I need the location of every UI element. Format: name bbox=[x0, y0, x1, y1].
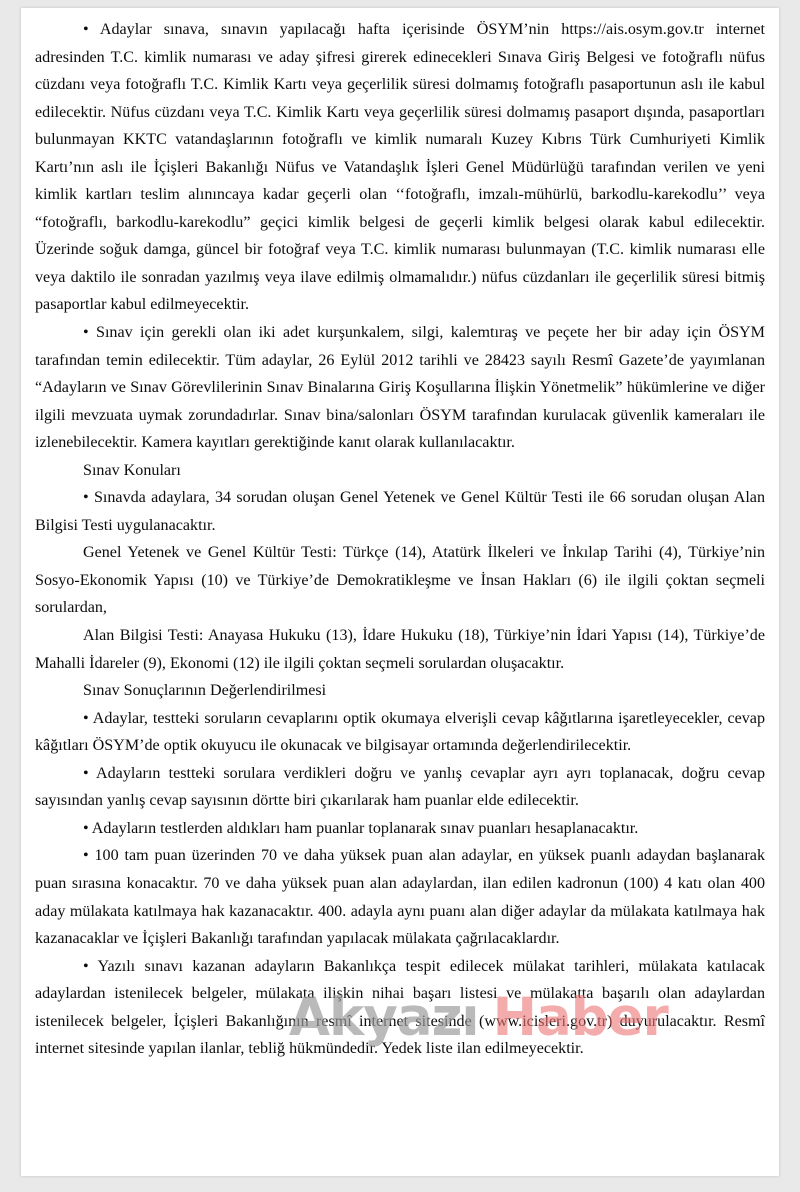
paragraph-total-score-calculation: • Adayların testlerden aldıkları ham puanlar toplanarak sınav puanları hesaplanacaktır. bbox=[83, 819, 639, 837]
heading-exam-subjects: Sınav Konuları bbox=[83, 461, 181, 479]
watermark-text-secondary: Haber bbox=[492, 986, 668, 1048]
paragraph-general-ability-test-breakdown: Genel Yetenek ve Genel Kültür Testi: Türkçe (14), Atatürk İlkeleri ve İnkılap Tarihi (4), Türkiye’nin Sosyo-Ekonomik Yapısı (10) ve Türkiye’de Demokratikleşme ve İnsan Hakları (6) ile ilgili çoktan seçmeli sorulardan, bbox=[35, 544, 765, 617]
paragraph-field-knowledge-test-breakdown: Alan Bilgisi Testi: Anayasa Hukuku (13), İdare Hukuku (18), Türkiye’nin İdari Yapısı (14), Türkiye’de Mahalli İdareler (9), Ekonomi (12) ile ilgili çoktan seçmeli sorulardan oluşacaktır. bbox=[35, 627, 765, 672]
paragraph-raw-score-calculation: • Adayların testteki sorulara verdikleri doğru ve yanlış cevaplar ayrı ayrı toplanacak, doğru cevap sayısından yanlış cevap sayısının dörtte biri çıkarılarak ham puanlar elde edilecektir. bbox=[35, 764, 765, 810]
paragraph-optical-answer-sheets: • Adaylar, testteki soruların cevaplarını optik okumaya elverişli cevap kâğıtlarına işaretleyecekler, cevap kâğıtları ÖSYM’de optik okuyucu ile okunacak ve bilgisayar ortamında değerlendirilecektir. bbox=[35, 709, 765, 755]
paragraph-candidate-exam-entry-requirements: • Adaylar sınava, sınavın yapılacağı hafta içerisinde ÖSYM’nin https://ais.osym.gov.tr internet adresinden T.C. kimlik numarası ve aday şifresi girerek edinecekleri Sınava Giriş Belgesi ve fotoğraflı nüfus cüzdanı veya fotoğraflı T.C. Kimlik Kartı veya geçerlilik süresi dolmamış fotoğraflı pasaportunun aslı ile kabul edilecektir. Nüfus cüzdanı veya T.C. Kimlik Kartı veya geçerlilik süresi dolmamış pasaport dışında, pasaportları bulunmayan KKTC vatandaşlarının fotoğraflı ve kimlik numaralı Kuzey Kıbrıs Türk Cumhuriyeti Kimlik Kartı’nın aslı ile İçişleri Bakanlığı Nüfus ve Vatandaşlık İşleri Genel Müdürlüğü tarafından verilen ve yeni kimlik kartları teslim alınıncaya kadar geçerli olan ‘‘fotoğraflı, imzalı-mühürlü, barkodlu-karekodlu’’ veya “fotoğraflı, barkodlu-karekodlu” geçici kimlik belgesi de geçerli kimlik belgesi olarak kabul edilecektir. Üzerinde soğuk damga, güncel bir fotoğraf veya T.C. kimlik numarası bulunmayan (T.C. kimlik numarası elle veya daktilo ile sonradan yazılmış veya ilave edilmiş olmamalıdır.) nüfus cüzdanları ile geçerlilik süresi bitmiş pasaportlar kabul edilmeyecektir. bbox=[35, 21, 765, 314]
document-page bbox=[21, 8, 779, 1176]
watermark-text-primary: Akyazı bbox=[289, 986, 479, 1048]
paragraph-exam-materials-and-regulations: • Sınav için gerekli olan iki adet kurşunkalem, silgi, kalemtıraş ve peçete her bir aday için ÖSYM tarafından temin edilecektir. Tüm adaylar, 26 Eylül 2012 tarihli ve 28423 sayılı Resmî Gazete’de yayımlanan “Adayların ve Sınav Görevlilerinin Sınav Binalarına Giriş Koşullarına İlişkin Yönetmelik” hükümlerine ve diğer ilgili mevzuata uymak zorundadırlar. Sınav bina/salonları ÖSYM tarafından kurulacak güvenlik kameraları ile izlenebilecektir. Kamera kayıtları gerektiğinde kanıt olarak kullanılacaktır. bbox=[35, 324, 765, 452]
paragraph-interview-eligibility-threshold: • 100 tam puan üzerinden 70 ve daha yüksek puan alan adaylar, en yüksek puanlı adaydan başlanarak puan sırasına konacaktır. 70 ve daha yüksek puan alan adaylardan, ilan edilen kadronun (100) 4 katı olan 400 aday mülakata katılmaya hak kazanacaktır. 400. adayla aynı puanı alan diğer adaylar da mülakata katılmaya hak kazanacaklar ve İçişleri Bakanlığı tarafından yapılacak mülakata çağrılacaklardır. bbox=[35, 847, 765, 948]
paragraph-interview-announcement-details: • Yazılı sınavı kazanan adayların Bakanlıkça tespit edilecek mülakat tarihleri, mülakata katılacak adaylardan istenilecek belgeler, mülakata ilişkin nihai başarı listesi ve mülakatta başarılı olan adaylardan istenilecek belgeler, İçişleri Bakanlığının resmî internet sitesinde (www.icisleri.gov.tr) duyurulacaktır. Resmî internet sitesinde yapılan ilanlar, tebliğ hükmündedir. Yedek liste ilan edilmeyecektir. bbox=[35, 957, 765, 1058]
paragraph-question-counts-overview: • Sınavda adaylara, 34 sorudan oluşan Genel Yetenek ve Genel Kültür Testi ile 66 sorudan oluşan Alan Bilgisi Testi uygulanacaktır. bbox=[35, 489, 765, 534]
document-text-body bbox=[35, 16, 765, 1063]
heading-exam-results-evaluation: Sınav Sonuçlarının Değerlendirilmesi bbox=[83, 682, 327, 700]
